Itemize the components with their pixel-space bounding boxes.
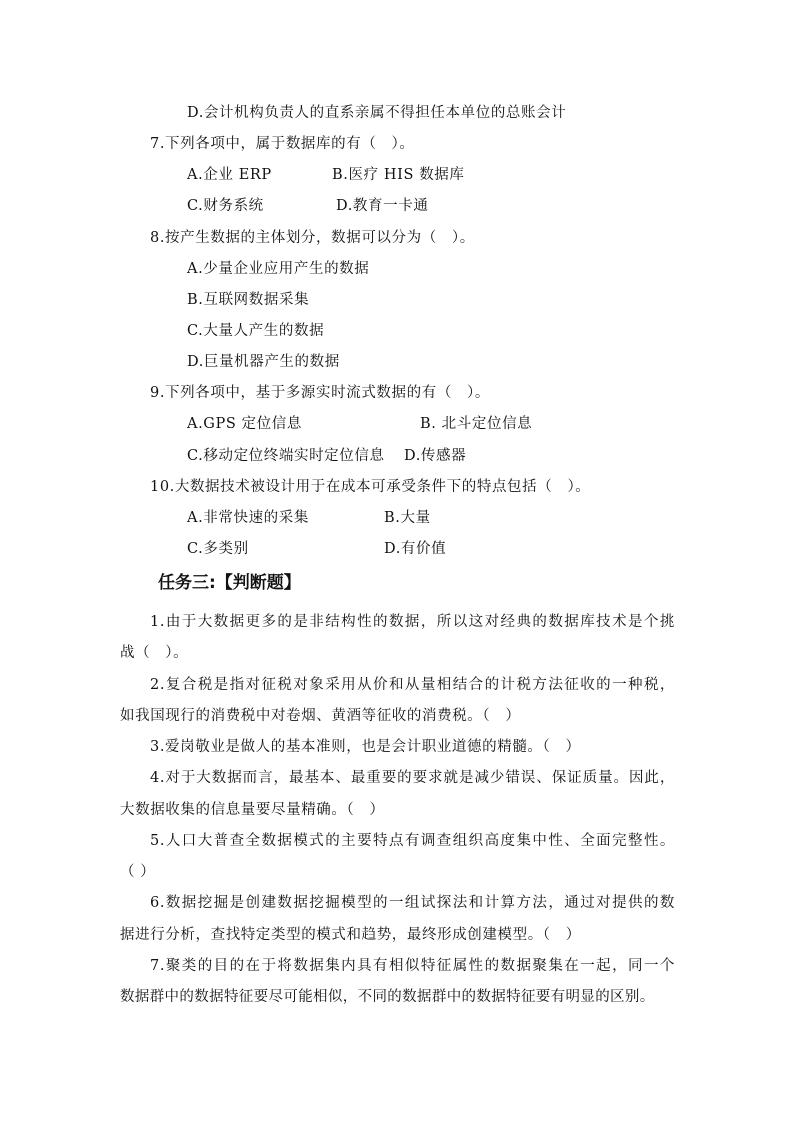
tf-item-3-line-1: 3.爱岗敬业是做人的基本准则，也是会计职业道德的精髓。（ ） <box>150 739 581 755</box>
q9-option-c: C.移动定位终端实时定位信息 <box>187 448 385 464</box>
q7-option-c: C.财务系统 <box>187 198 264 214</box>
q7-option-a: A.企业 ERP <box>187 167 272 183</box>
q8-stem: 8.按产生数据的主体划分，数据可以分为（ ）。 <box>150 230 475 246</box>
tf-item-7-line-1: 7.聚类的目的在于将数据集内具有相似特征属性的数据聚集在一起，同一个 <box>150 958 675 974</box>
tf-item-6-line-2: 据进行分析，查找特定类型的模式和趋势，最终形成创建模型。（ ） <box>120 927 581 943</box>
q7-option-d: D.教育一卡通 <box>336 198 429 214</box>
q9-option-a: A.GPS 定位信息 <box>187 416 302 432</box>
tf-item-7-line-2: 数据群中的数据特征要尽可能相似，不同的数据群中的数据特征要有明显的区别。 <box>120 989 655 1005</box>
tf-item-1-line-1: 1.由于大数据更多的是非结构性的数据，所以这对经典的数据库技术是个挑 <box>150 614 675 630</box>
q10-option-a: A.非常快速的采集 <box>187 510 309 526</box>
q10-stem: 10.大数据技术被设计用于在成本可承受条件下的特点包括（ ）。 <box>150 479 591 495</box>
q10-option-b: B.大量 <box>384 510 431 526</box>
q8-option-d: D.巨量机器产生的数据 <box>187 354 340 370</box>
q9-option-d: D.传感器 <box>404 448 467 464</box>
q8-option-c: C.大量人产生的数据 <box>187 323 325 339</box>
tf-item-5-line-2: （ ） <box>120 864 156 880</box>
q9-option-b: B. 北斗定位信息 <box>420 416 533 432</box>
tf-item-5-line-1: 5.人口大普查全数据模式的主要特点有调查组织高度集中性、全面完整性。 <box>150 833 675 849</box>
tf-item-2-line-1: 2.复合税是指对征税对象采用从价和从量相结合的计税方法征收的一种税， <box>150 677 675 693</box>
tf-item-1-line-2: 战（ ）。 <box>120 645 189 661</box>
q9-stem: 9.下列各项中，基于多源实时流式数据的有（ ）。 <box>150 385 490 401</box>
q10-option-d: D.有价值 <box>384 541 447 557</box>
q8-option-b: B.互联网数据采集 <box>187 292 310 308</box>
tf-item-2-line-2: 如我国现行的消费税中对卷烟、黄酒等征收的消费税。（ ） <box>120 708 521 724</box>
section-heading: 任务三:【判断题】 <box>158 573 301 593</box>
q10-option-c: C.多类别 <box>187 541 249 557</box>
tf-item-4-line-2: 大数据收集的信息量要尽量精确。（ ） <box>120 802 385 818</box>
q8-option-a: A.少量企业应用产生的数据 <box>187 261 370 277</box>
tf-item-4-line-1: 4.对于大数据而言，最基本、最重要的要求就是减少错误、保证质量。因此， <box>150 770 675 786</box>
tf-item-6-line-1: 6.数据挖掘是创建数据挖掘模型的一组试探法和计算方法，通过对提供的数 <box>150 895 675 911</box>
q7-stem: 7.下列各项中，属于数据库的有（ ）。 <box>150 136 415 152</box>
q7-option-b: B.医疗 HIS 数据库 <box>332 167 465 183</box>
prev-option-d: D.会计机构负责人的直系亲属不得担任本单位的总账会计 <box>187 105 567 121</box>
